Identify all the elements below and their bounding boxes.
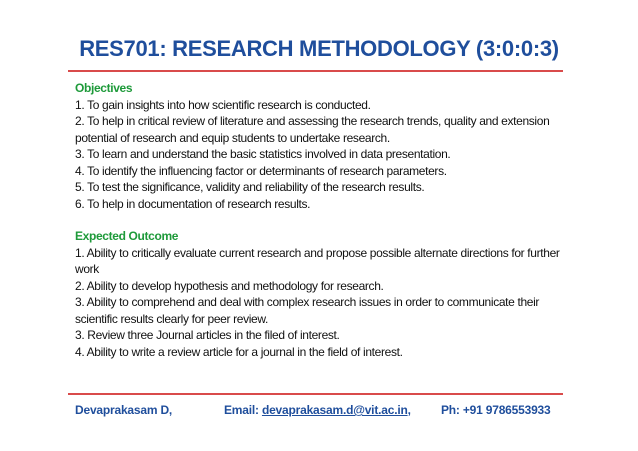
objective-item-6: 6. To help in documentation of research results. [75, 196, 311, 211]
outcome-item-4: 3. Review three Journal articles in the filed of interest. [75, 328, 340, 342]
section-spacer [75, 212, 575, 228]
outcome-heading: Expected Outcome [75, 229, 179, 243]
phone-number: Ph: +91 9786553933 [441, 403, 551, 417]
outcome-item-5: 4. Ability to write a review article for a journal in the field of interest. [75, 344, 403, 359]
objective-item-3: 3. To learn and understand the basic statistics involved in data presentation. [75, 147, 451, 161]
email-suffix: , [407, 403, 411, 417]
footer [75, 403, 565, 421]
outcome-item-2: 2. Ability to develop hypothesis and methodology for research. [75, 278, 384, 293]
objectives-heading: Objectives [75, 81, 133, 95]
objective-item-4: 4. To identify the influencing factor or determinants of research parameters. [75, 163, 447, 178]
bottom-divider [68, 393, 563, 395]
email-label: Email: [224, 403, 262, 417]
author-name: Devaprakasam D, [75, 403, 173, 417]
objective-item-1: 1. To gain insights into how scientific research is conducted. [75, 97, 371, 112]
slide-content [75, 80, 575, 360]
objective-item-5: 5. To test the significance, validity and reliability of the research results. [75, 180, 425, 194]
email-block [224, 403, 411, 417]
objective-item-2: 2. To help in critical review of literature and assessing the research trends, quality and extension potential of research and equip students to undertake research. [75, 114, 550, 145]
outcome-list [75, 245, 575, 361]
top-divider [68, 70, 563, 72]
slide-title: RES701: RESEARCH METHODOLOGY (3:0:0:3) [79, 36, 559, 61]
email-link[interactable]: devaprakasam.d@vit.ac.in [261, 403, 408, 417]
outcome-item-3: 3. Ability to comprehend and deal with complex research issues in order to communicate their scientific results clearly for peer review. [75, 295, 540, 326]
objectives-list [75, 97, 575, 213]
outcome-item-1: 1. Ability to critically evaluate current research and propose possible alternate directions for further work [75, 245, 560, 276]
